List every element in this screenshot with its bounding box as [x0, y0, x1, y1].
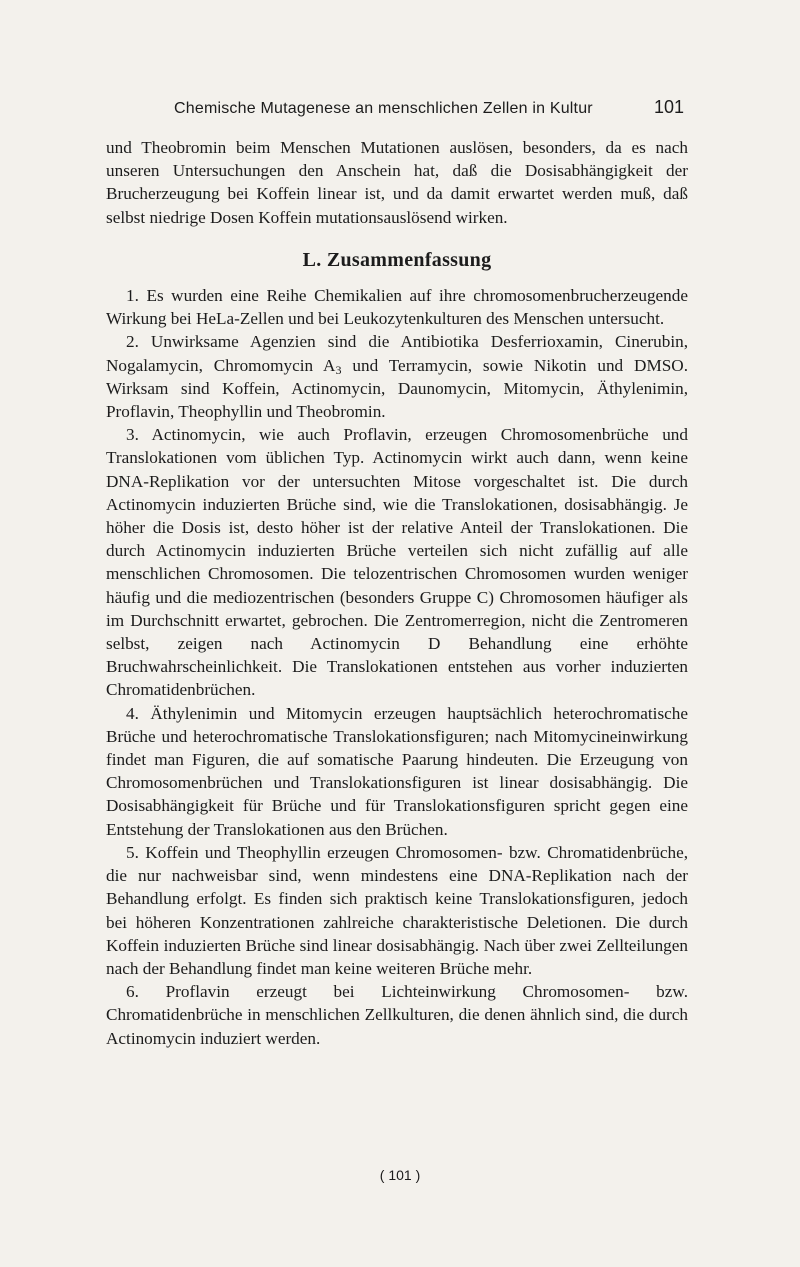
intro-paragraph: und Theobromin beim Menschen Mutationen auslösen, besonders, da es nach unseren Untersuchungen den Anschein hat, daß die Dosisabhängigkeit der Brucherzeugung bei Koffein linear ist, und da damit erwartet werden muß, daß selbst niedrige Dosen Koffein mutationsauslösend wirken. — [106, 138, 688, 227]
page-number: 101 — [653, 97, 684, 117]
section-title: L. Zusammenfassung — [302, 248, 492, 271]
page-body — [106, 136, 688, 1050]
running-title: Chemische Mutagenese an menschlichen Zellen in Kultur — [174, 100, 593, 117]
summary-item-4: 4. Äthylenimin und Mitomycin erzeugen hauptsächlich heterochromatische Brüche und heterochromatische Translokationsfiguren; nach Mitomycineinwirkung findet man Figuren, die auf somatische Paarung hindeuten. Die Erzeugung von Chromosomenbrüchen und Translokationsfiguren ist linear dosisabhängig. Die Dosisabhängigkeit für Brüche und für Translokationsfiguren spricht gegen eine Entstehung der Translokationen aus den Brüchen. — [106, 703, 688, 839]
summary-item-5: 5. Koffein und Theophyllin erzeugen Chromosomen- bzw. Chromatidenbrüche, die nur nachweisbar sind, wenn mindestens eine DNA-Replikation nach der Behandlung erfolgt. Es finden sich praktisch keine Translokationsfiguren, jedoch bei höheren Konzentrationen zahlreiche charakteristische Deletionen. Die durch Koffein induzierten Brüche sind linear dosisabhängig. Nach über zwei Zellteilungen nach der Behandlung findet man keine weiteren Brüche mehr. — [106, 842, 688, 978]
summary-item-1: 1. Es wurden eine Reihe Chemikalien auf ihre chromosomenbrucherzeugende Wirkung bei HeLa-Zellen und bei Leukozytenkulturen des Menschen untersucht. — [106, 286, 688, 329]
summary-item-3: 3. Actinomycin, wie auch Proflavin, erzeugen Chromosomenbrüche und Translokationen vom üblichen Typ. Actinomycin wirkt auch dann, wenn keine DNA-Replikation vor der untersuchten Mitose vorgeschaltet ist. Die durch Actinomycin induzierten Brüche sind, wie die Translokationen, dosisabhängig. Je höher die Dosis ist, desto höher ist der relative Anteil der Translokationen. Die durch Actinomycin induzierten Brüche verteilen sich nicht zufällig auf alle menschlichen Chromosomen. Die telozentrischen Chromosomen wurden weniger häufig und die mediozentrischen (besonders Gruppe C) Chromosomen häufiger als im Durchschnitt erwartet, gebrochen. Die Zentromerregion, nicht die Zentromeren selbst, zeigen nach Actinomycin D Behandlung eine erhöhte Bruchwahrscheinlichkeit. Die Translokationen entstehen aus vorher induzierten Chromatidenbrüchen. — [106, 425, 688, 700]
summary-item-6: 6. Proflavin erzeugt bei Lichteinwirkung Chromosomen- bzw. Chromatidenbrüche in menschlichen Zellkulturen, die denen ähnlich sind, die durch Actinomycin induziert werden. — [106, 982, 688, 1048]
item2-subscript: 3 — [335, 362, 342, 377]
page-footer: ( 101 ) — [379, 1167, 421, 1183]
item2-text-a: 2. Unwirksame Agenzien sind die Antibiotika Desferrioxamin, Cinerubin, Nogalamycin, Chromomycin A — [106, 332, 688, 375]
running-header — [174, 97, 684, 118]
summary-item-2 — [106, 330, 688, 423]
item2-text-b: und Terramycin, sowie Nikotin und DMSO. Wirksam sind Koffein, Actinomycin, Daunomycin, Mitomycin, Äthylenimin, Proflavin, Theophyllin und Theobromin. — [106, 355, 689, 422]
